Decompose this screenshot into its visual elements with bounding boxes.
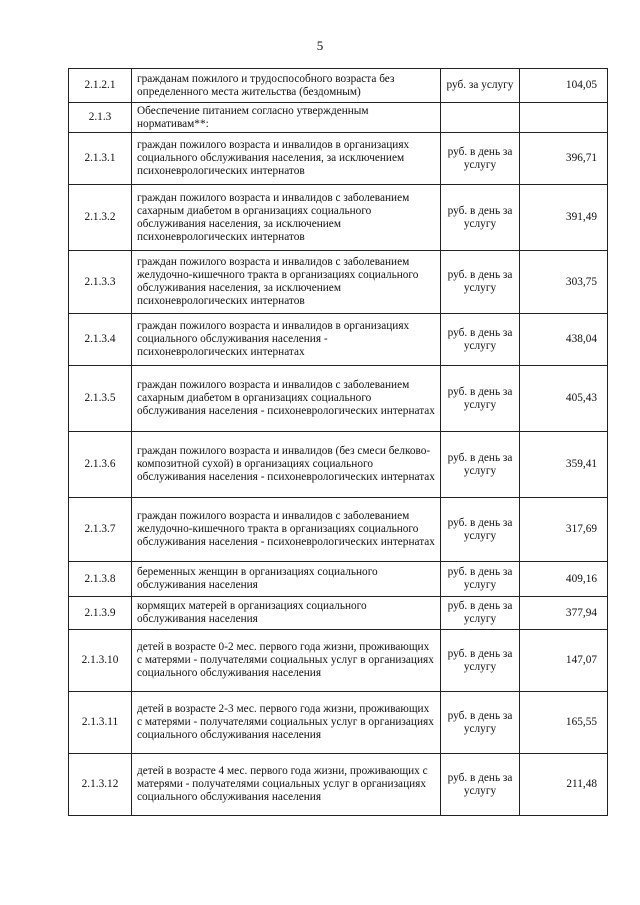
service-description-cell: граждан пожилого возраста и инвалидов с заболеванием желудочно-кишечного тракта в организациях социального обслуживания населения - психоневрологических интернатах	[132, 498, 441, 562]
tariff-value-cell: 396,71	[520, 133, 608, 185]
table-row	[69, 597, 608, 630]
service-code-cell: 2.1.3.6	[69, 432, 132, 498]
table-row	[69, 103, 608, 133]
service-code-cell: 2.1.3.7	[69, 498, 132, 562]
unit-cell: руб. в день за услугу	[441, 562, 520, 597]
table-row	[69, 432, 608, 498]
service-description-cell: граждан пожилого возраста и инвалидов в организациях социального обслуживания населения, за исключением психоневрологических интернатов	[132, 133, 441, 185]
unit-cell: руб. в день за услугу	[441, 597, 520, 630]
tariff-value-cell: 165,55	[520, 692, 608, 754]
service-code-cell: 2.1.3.2	[69, 185, 132, 251]
tariff-value-cell: 211,48	[520, 754, 608, 816]
tariff-value-cell: 303,75	[520, 251, 608, 314]
tariff-value-cell	[520, 103, 608, 133]
service-description-cell: кормящих матерей в организациях социального обслуживания населения	[132, 597, 441, 630]
service-code-cell: 2.1.3.9	[69, 597, 132, 630]
unit-cell: руб. в день за услугу	[441, 498, 520, 562]
service-code-cell: 2.1.3.4	[69, 314, 132, 366]
service-description-cell: гражданам пожилого и трудоспособного возраста без определенного места жительства (бездомным)	[132, 69, 441, 103]
tariff-value-cell: 409,16	[520, 562, 608, 597]
table-row	[69, 754, 608, 816]
unit-cell: руб. в день за услугу	[441, 432, 520, 498]
service-description-cell: граждан пожилого возраста и инвалидов с заболеванием желудочно-кишечного тракта в организациях социального обслуживания населения, за исключением психоневрологических интернатов	[132, 251, 441, 314]
table-row	[69, 69, 608, 103]
tariff-value-cell: 377,94	[520, 597, 608, 630]
service-code-cell: 2.1.3.10	[69, 630, 132, 692]
unit-cell: руб. в день за услугу	[441, 692, 520, 754]
unit-cell: руб. в день за услугу	[441, 366, 520, 432]
table-row	[69, 562, 608, 597]
table-row	[69, 498, 608, 562]
unit-cell: руб. в день за услугу	[441, 251, 520, 314]
service-description-cell: детей в возрасте 0-2 мес. первого года жизни, проживающих с матерями - получателями социальных услуг в организациях социального обслуживания населения	[132, 630, 441, 692]
tariff-value-cell: 147,07	[520, 630, 608, 692]
table-row	[69, 314, 608, 366]
unit-cell: руб. в день за услугу	[441, 133, 520, 185]
table-row	[69, 185, 608, 251]
unit-cell: руб. в день за услугу	[441, 630, 520, 692]
unit-cell: руб. за услугу	[441, 69, 520, 103]
table-row	[69, 133, 608, 185]
table-row	[69, 630, 608, 692]
unit-cell: руб. в день за услугу	[441, 314, 520, 366]
service-description-cell: граждан пожилого возраста и инвалидов в организациях социального обслуживания населения - психоневрологических интернатах	[132, 314, 441, 366]
service-description-cell: граждан пожилого возраста и инвалидов с заболеванием сахарным диабетом в организациях социального обслуживания населения - психоневрологических интернатах	[132, 366, 441, 432]
service-code-cell: 2.1.3.1	[69, 133, 132, 185]
tariff-value-cell: 391,49	[520, 185, 608, 251]
table-row	[69, 251, 608, 314]
tariff-value-cell: 359,41	[520, 432, 608, 498]
service-description-cell: Обеспечение питанием согласно утвержденным нормативам**:	[132, 103, 441, 133]
tariff-value-cell: 438,04	[520, 314, 608, 366]
unit-cell: руб. в день за услугу	[441, 185, 520, 251]
table-row	[69, 366, 608, 432]
tariff-value-cell: 104,05	[520, 69, 608, 103]
tariff-table-body	[69, 69, 608, 816]
service-description-cell: граждан пожилого возраста и инвалидов (без смеси белково-композитной сухой) в организациях социального обслуживания населения - психоневрологических интернатах	[132, 432, 441, 498]
service-code-cell: 2.1.3.11	[69, 692, 132, 754]
service-code-cell: 2.1.3	[69, 103, 132, 133]
tariff-value-cell: 317,69	[520, 498, 608, 562]
service-code-cell: 2.1.3.5	[69, 366, 132, 432]
tariff-value-cell: 405,43	[520, 366, 608, 432]
tariff-table	[68, 68, 608, 816]
unit-cell: руб. в день за услугу	[441, 754, 520, 816]
table-row	[69, 692, 608, 754]
service-code-cell: 2.1.2.1	[69, 69, 132, 103]
service-code-cell: 2.1.3.8	[69, 562, 132, 597]
page-number: 5	[316, 38, 324, 53]
unit-cell	[441, 103, 520, 133]
service-description-cell: граждан пожилого возраста и инвалидов с заболеванием сахарным диабетом в организациях социального обслуживания населения, за исключением психоневрологических интернатов	[132, 185, 441, 251]
service-code-cell: 2.1.3.3	[69, 251, 132, 314]
service-description-cell: беременных женщин в организациях социального обслуживания населения	[132, 562, 441, 597]
service-code-cell: 2.1.3.12	[69, 754, 132, 816]
service-description-cell: детей в возрасте 2-3 мес. первого года жизни, проживающих с матерями - получателями социальных услуг в организациях социального обслуживания населения	[132, 692, 441, 754]
service-description-cell: детей в возрасте 4 мес. первого года жизни, проживающих с матерями - получателями социальных услуг в организациях социального обслуживания населения	[132, 754, 441, 816]
